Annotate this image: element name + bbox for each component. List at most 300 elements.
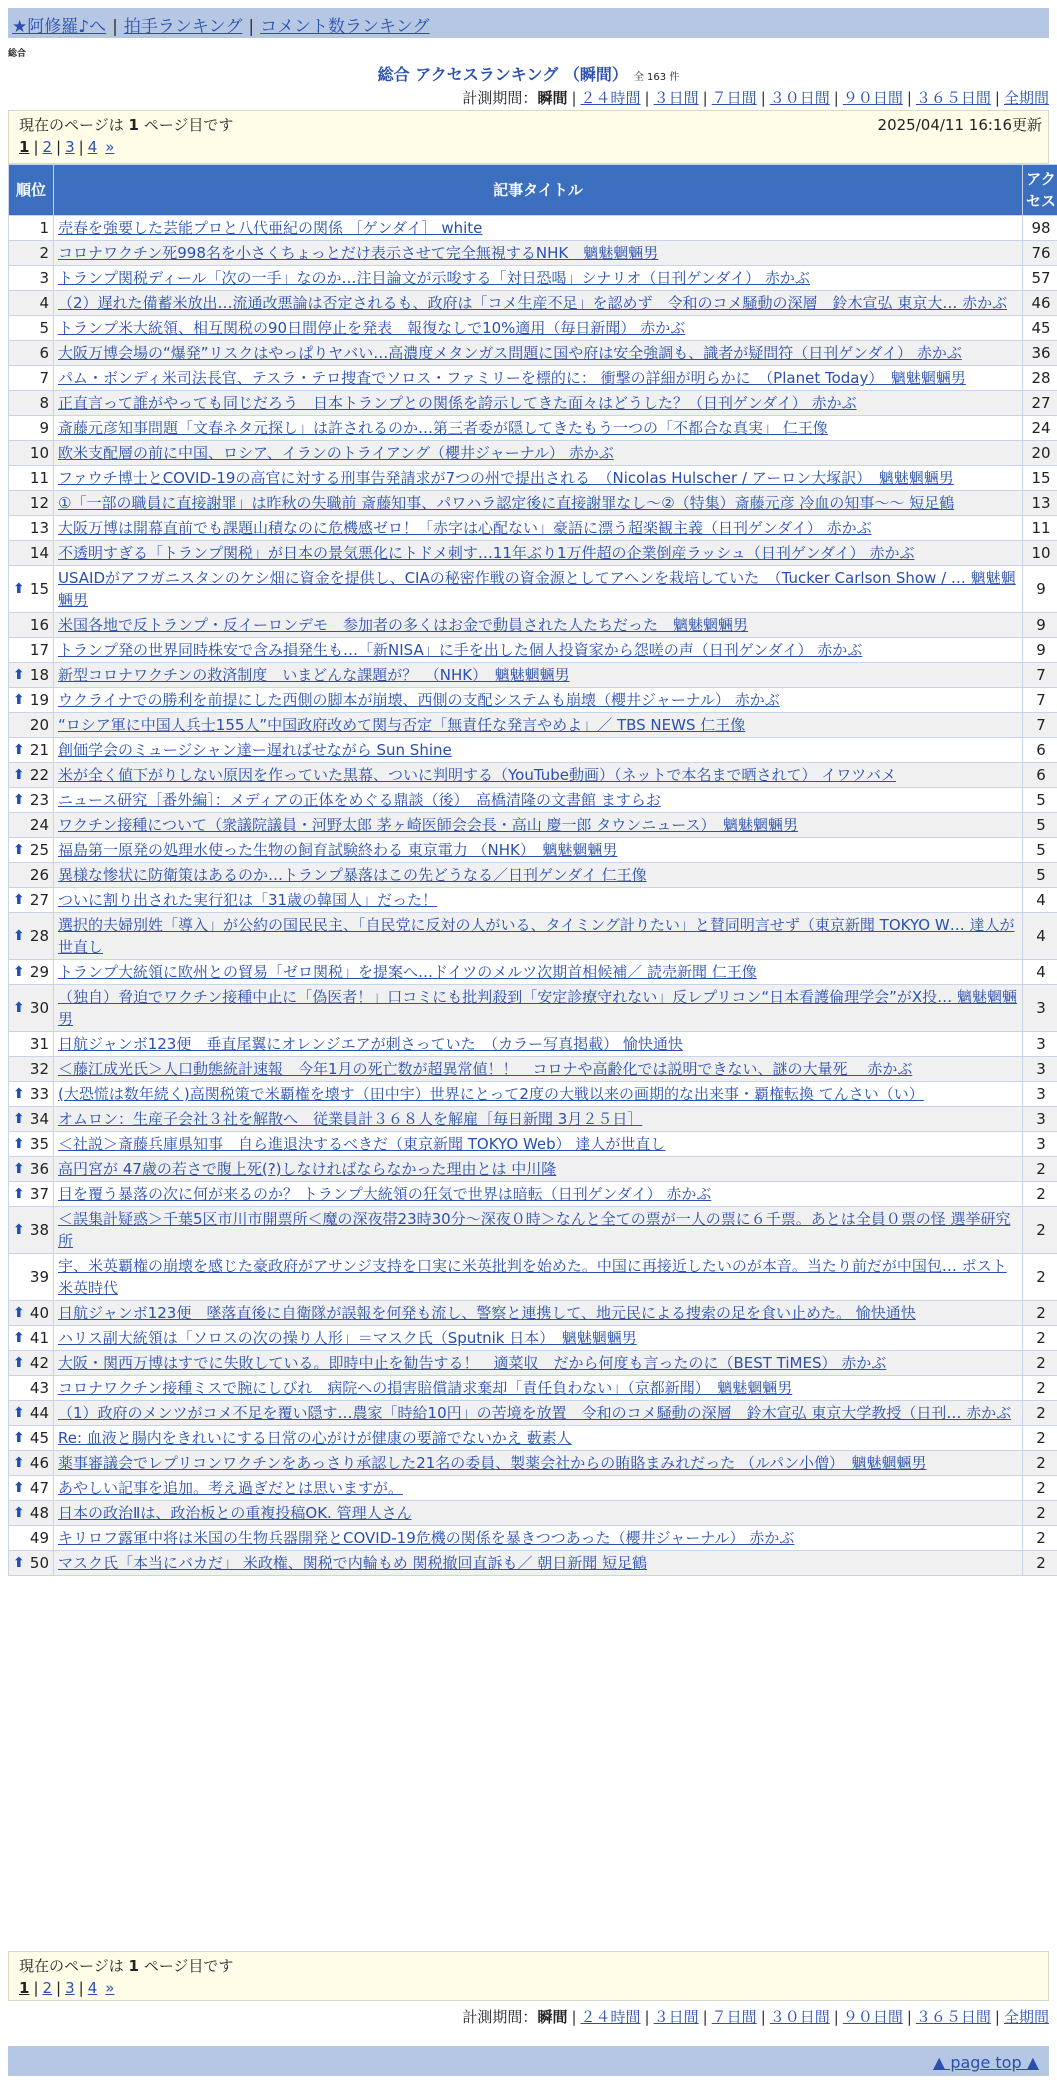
article-link[interactable]: 日航ジャンボ123便 垂直尾翼にオレンジエアが刺さっていた （カラー写真掲載） 愉快通快	[58, 1035, 683, 1053]
rank-cell	[9, 613, 54, 638]
article-link[interactable]: ①「一部の職員に直接謝罪」は昨秋の失職前 斎藤知事、パワハラ認定後に直接謝罪なし～②（特集）斎藤元彦 冷血の知事～～ 短足鶴	[58, 494, 955, 512]
article-link[interactable]: ワクチン接種について（衆議院議員・河野太郎 茅ヶ崎医師会会長・高山 慶一郎 タウンニュース） 魑魅魍魎男	[58, 816, 799, 834]
rank-cell	[9, 516, 54, 541]
access-count: 27	[1023, 391, 1057, 416]
access-count: 2	[1023, 1401, 1057, 1426]
period-link[interactable]: ３日間	[653, 2008, 699, 2026]
title-cell	[54, 1082, 1023, 1107]
table-row	[9, 341, 1057, 366]
rank-up-arrow-icon: ⬆	[13, 1480, 25, 1496]
access-count: 98	[1023, 216, 1057, 241]
access-count: 4	[1023, 913, 1057, 960]
rank-up-arrow-icon: ⬆	[13, 1161, 25, 1177]
article-link[interactable]: ＜誤集計疑惑＞千葉5区市川市開票所＜魔の深夜帯23時30分～深夜０時＞なんと全ての票が一人の票に６千票。あとは全員０票の怪 選挙研究所	[58, 1210, 1011, 1250]
period-separator: |	[906, 89, 912, 107]
page-info-box	[8, 110, 1049, 164]
table-header-row	[9, 165, 1057, 216]
article-link[interactable]: 目を覆う暴落の次に何が来るのか？ トランプ大統領の狂気で世界は暗転（日刊ゲンダイ） 赤かぶ	[58, 1185, 712, 1203]
pager-link[interactable]: 3	[65, 138, 75, 156]
rank-up-arrow-icon: ⬆	[13, 1305, 25, 1321]
article-link[interactable]: コロナワクチン死998名を小さくちょっとだけ表示させて完全無視するNHK 魑魅魍魎男	[58, 244, 659, 262]
category-label: 総合	[8, 49, 27, 59]
page-info-box-bottom	[8, 1951, 1049, 2001]
article-link[interactable]: 異様な惨状に防衛策はあるのか…トランプ暴落はこの先どうなる／日刊ゲンダイ 仁王像	[58, 866, 647, 884]
article-link[interactable]: ファウチ博士とCOVID-19の高官に対する刑事告発請求が7つの州で提出される （Nicolas Hulscher / アーロン大塚訳） 魑魅魍魎男	[58, 469, 954, 487]
title-cell	[54, 1401, 1023, 1426]
rank-cell	[9, 1501, 54, 1526]
table-row	[9, 516, 1057, 541]
article-link[interactable]: トランプ米大統領、相互関税の90日間停止を発表 報復なしで10%適用（毎日新聞） 赤かぶ	[58, 319, 686, 337]
period-link[interactable]: ３０日間	[769, 89, 830, 107]
table-row	[9, 1501, 1057, 1526]
total-count: 全 163 件	[633, 72, 680, 83]
rank-cell	[9, 838, 54, 863]
article-link[interactable]: 創価学会のミュージシャン達ー遅ればせながら Sun Shine	[58, 741, 452, 759]
table-row	[9, 613, 1057, 638]
period-link[interactable]: ３日間	[653, 89, 699, 107]
article-link[interactable]: トランプ発の世界同時株安で含み損発生も…「新NISA」に手を出した個人投資家から怨嗟の声（日刊ゲンダイ） 赤かぶ	[58, 641, 863, 659]
access-count: 13	[1023, 491, 1057, 516]
article-link[interactable]: (大恐慌は数年続く)高関税策で米覇権を壊す（田中宇）世界にとって2度の大戦以来の画期的な出来事・覇権転換 てんさい（い）	[58, 1085, 924, 1103]
article-link[interactable]: あやしい記事を追加。考え過ぎだとは思いますが。	[58, 1479, 404, 1497]
rank-number: 26	[29, 866, 49, 884]
title-cell	[54, 391, 1023, 416]
page-suffix: ページ目です	[138, 1957, 234, 1975]
rank-number: 27	[29, 891, 49, 909]
article-link[interactable]: トランプ関税ディール「次の一手」なのか…注目論文が示唆する「対日恐喝」シナリオ（日刊ゲンダイ） 赤かぶ	[58, 269, 810, 287]
title-cell	[54, 888, 1023, 913]
article-link[interactable]: コロナワクチン接種ミスで腕にしびれ 病院への損害賠償請求棄却「責任負わない」（京都新聞） 魑魅魍魎男	[58, 1379, 793, 1397]
pager-separator: |	[56, 138, 62, 156]
article-link[interactable]: 選択的夫婦別姓「導入」が公約の国民民主、「自民党に反対の人がいる、タイミング計りたい」と賛同明言せず（東京新聞 TOKYO W… 達人が世直し	[58, 916, 1015, 956]
title-cell	[54, 416, 1023, 441]
article-link[interactable]: ＜藤江成光氏＞人口動態統計速報 今年1月の死亡数が超異常値！！ コロナや高齢化では説明できない、謎の大量死 赤かぶ	[58, 1060, 913, 1078]
rank-cell	[9, 863, 54, 888]
access-count: 9	[1023, 613, 1057, 638]
rank-up-arrow-icon: ⬆	[13, 1111, 25, 1127]
article-link[interactable]: 大阪万博は開幕直前でも課題山積なのに危機感ゼロ！「赤字は心配ない」豪語に漂う超楽観主義（日刊ゲンダイ） 赤かぶ	[58, 519, 872, 537]
article-link[interactable]: 正直言って誰がやっても同じだろう 日本トランプとの関係を誇示してきた面々はどうした？（日刊ゲンダイ） 赤かぶ	[58, 394, 857, 412]
rank-number: 38	[29, 1221, 49, 1239]
article-link[interactable]: 福島第一原発の処理水使った生物の飼育試験終わる 東京電力 （NHK） 魑魅魍魎男	[58, 841, 618, 859]
article-link[interactable]: 斎藤元彦知事問題「文春ネタ元探し」は許されるのか…第三者委が隠してきたもう一つの「不都合な真実」 仁王像	[58, 419, 828, 437]
table-row	[9, 1132, 1057, 1157]
current-page-text	[19, 1955, 1038, 1976]
rank-up-arrow-icon: ⬆	[13, 581, 25, 597]
rank-number: 47	[29, 1479, 49, 1497]
pager-separator: |	[78, 1979, 84, 1997]
title-cell	[54, 566, 1023, 613]
title-cell	[54, 1254, 1023, 1301]
rank-number: 19	[29, 691, 49, 709]
title-cell	[54, 838, 1023, 863]
rank-up-arrow-icon: ⬆	[13, 1000, 25, 1016]
title-cell	[54, 516, 1023, 541]
table-row	[9, 1107, 1057, 1132]
title-cell	[54, 316, 1023, 341]
title-cell	[54, 788, 1023, 813]
article-link[interactable]: “ロシア軍に中国人兵士155人”中国政府改めて関与否定「無責任な発言やめよ」／ TBS NEWS 仁王像	[58, 716, 746, 734]
title-cell	[54, 1057, 1023, 1082]
table-row	[9, 1207, 1057, 1254]
period-separator: |	[833, 2008, 839, 2026]
rank-number: 7	[39, 369, 49, 387]
article-link[interactable]: トランプ大統領に欧州との貿易「ゼロ関税」を提案へ…ドイツのメルツ次期首相候補／ 読売新聞 仁王像	[58, 963, 757, 981]
title-cell	[54, 266, 1023, 291]
table-row	[9, 763, 1057, 788]
rank-number: 49	[29, 1529, 49, 1547]
pager-next-link[interactable]: »	[105, 1979, 115, 1997]
period-separator: |	[994, 89, 1000, 107]
rank-number: 2	[39, 244, 49, 262]
title-cell	[54, 688, 1023, 713]
rank-up-arrow-icon: ⬆	[13, 742, 25, 758]
article-link[interactable]: ハリス副大統領は「ソロスの次の操り人形」＝マスク氏（Sputnik 日本） 魑魅魍魎男	[58, 1329, 637, 1347]
article-link[interactable]: （2）遅れた備蓄米放出…流通改悪論は否定されるも、政府は「コメ生産不足」を認めず 令和のコメ騒動の深層 鈴木宣弘 東京大… 赤かぶ	[58, 294, 1008, 312]
pager-link[interactable]: 2	[42, 138, 53, 156]
rank-number: 21	[29, 741, 49, 759]
access-count: 5	[1023, 813, 1057, 838]
article-link[interactable]: ついに割り出された実行犯は「31歳の韓国人」だった！	[58, 891, 438, 909]
rank-cell	[9, 316, 54, 341]
rank-number: 25	[29, 841, 49, 859]
rank-cell	[9, 291, 54, 316]
access-count: 3	[1023, 1057, 1057, 1082]
rank-number: 3	[39, 269, 49, 287]
title-cell	[54, 1426, 1023, 1451]
table-row	[9, 1426, 1057, 1451]
table-row	[9, 838, 1057, 863]
rank-up-arrow-icon: ⬆	[13, 1405, 25, 1421]
rank-number: 18	[29, 666, 49, 684]
title-cell	[54, 1476, 1023, 1501]
rank-cell	[9, 1032, 54, 1057]
access-count: 5	[1023, 863, 1057, 888]
rank-up-arrow-icon: ⬆	[13, 892, 25, 908]
rank-number: 31	[29, 1035, 49, 1053]
rank-number: 16	[29, 616, 49, 634]
title-cell	[54, 813, 1023, 838]
rank-cell	[9, 466, 54, 491]
pager-link[interactable]: 2	[42, 1979, 53, 1997]
period-separator: |	[571, 2008, 577, 2026]
access-count: 7	[1023, 713, 1057, 738]
access-count: 3	[1023, 985, 1057, 1032]
period-label: 計測期間：	[462, 2008, 538, 2026]
rank-cell	[9, 1526, 54, 1551]
title-cell	[54, 1182, 1023, 1207]
access-count: 6	[1023, 763, 1057, 788]
table-row	[9, 1451, 1057, 1476]
title-cell	[54, 541, 1023, 566]
title-cell	[54, 366, 1023, 391]
article-link[interactable]: 日航ジャンボ123便 墜落直後に自衛隊が誤報を何発も流し、警察と連携して、地元民による捜索の足を食い止めた。 愉快通快	[58, 1304, 916, 1322]
access-header: アクセス	[1023, 165, 1057, 216]
period-link[interactable]: ２４時間	[580, 89, 641, 107]
rank-number: 9	[39, 419, 49, 437]
period-link[interactable]: 全期間	[1003, 89, 1049, 107]
access-count: 57	[1023, 266, 1057, 291]
table-row	[9, 1401, 1057, 1426]
access-count: 46	[1023, 291, 1057, 316]
article-link[interactable]: ニュース研究［番外編］：メディアの正体をめぐる鼎談（後） 高橋清隆の文書館 ますらお	[58, 791, 661, 809]
article-link[interactable]: キリロフ露軍中将は米国の生物兵器開発とCOVID-19危機の関係を暴きつつあった（櫻井ジャーナル） 赤かぶ	[58, 1529, 795, 1547]
period-link[interactable]: ３６５日間	[915, 2008, 991, 2026]
article-link[interactable]: （1）政府のメンツがコメ不足を覆い隠す…農家「時給10円」の苦境を放置 令和のコメ騒動の深層 鈴木宣弘 東京大学教授（日刊… 赤かぶ	[58, 1404, 1012, 1422]
period-link[interactable]: ２４時間	[580, 2008, 641, 2026]
rank-cell	[9, 1326, 54, 1351]
rank-number: 22	[29, 766, 49, 784]
article-link[interactable]: 欧米支配層の前に中国、ロシア、イランのトライアング（櫻井ジャーナル） 赤かぶ	[58, 444, 614, 462]
access-count: 6	[1023, 738, 1057, 763]
title-cell	[54, 291, 1023, 316]
title-cell	[54, 1301, 1023, 1326]
page-prefix: 現在のページは	[19, 116, 129, 134]
rank-cell	[9, 738, 54, 763]
pager-separator: |	[56, 1979, 62, 1997]
article-link[interactable]: 日本の政治Ⅱは、政治板との重複投稿OK. 管理人さん	[58, 1504, 412, 1522]
table-row	[9, 1551, 1057, 1576]
article-link[interactable]: 新型コロナワクチンの救済制度 いまどんな課題が？ （NHK） 魑魅魍魎男	[58, 666, 570, 684]
title-cell	[54, 863, 1023, 888]
access-count: 2	[1023, 1526, 1057, 1551]
access-count: 7	[1023, 688, 1057, 713]
table-row	[9, 888, 1057, 913]
rank-number: 50	[29, 1554, 49, 1572]
period-separator: |	[644, 89, 650, 107]
rank-number: 43	[29, 1379, 49, 1397]
rank-cell	[9, 341, 54, 366]
period-link[interactable]: ３６５日間	[915, 89, 991, 107]
table-row	[9, 391, 1057, 416]
period-link[interactable]: ７日間	[711, 89, 757, 107]
rank-up-arrow-icon: ⬆	[13, 1136, 25, 1152]
access-count: 2	[1023, 1476, 1057, 1501]
article-link[interactable]: Re: 血液と腸内をきれいにする日常の心がけが健康の要諦でないかえ 藪素人	[58, 1429, 572, 1447]
table-row	[9, 1057, 1057, 1082]
rank-number: 12	[29, 494, 49, 512]
period-link[interactable]: ７日間	[711, 2008, 757, 2026]
page-title: 総合 アクセスランキング （瞬間）	[377, 65, 628, 84]
pager-link[interactable]: 4	[87, 138, 98, 156]
rank-number: 8	[39, 394, 49, 412]
title-cell	[54, 613, 1023, 638]
article-link[interactable]: 宇、米英覇権の崩壊を感じた豪政府がアサンジ支持を口実に米英批判を始めた。中国に再接近したいのが本音。当たり前だが中国包… ポスト米英時代	[58, 1257, 1007, 1297]
article-link[interactable]: 不透明すぎる「トランプ関税」が日本の景気悪化にトドメ刺す…11年ぶり1万件超の企業倒産ラッシュ（日刊ゲンダイ） 赤かぶ	[58, 544, 915, 562]
period-link[interactable]: ３０日間	[769, 2008, 830, 2026]
table-row	[9, 1182, 1057, 1207]
rank-cell	[9, 1132, 54, 1157]
access-count: 2	[1023, 1426, 1057, 1451]
pager-next-link[interactable]: »	[105, 138, 115, 156]
rank-up-arrow-icon: ⬆	[13, 1555, 25, 1571]
title-cell	[54, 341, 1023, 366]
applause-ranking-link[interactable]: 拍手ランキング	[123, 17, 243, 37]
pager-separator: |	[33, 1979, 39, 1997]
comment-ranking-link[interactable]: コメント数ランキング	[260, 17, 430, 37]
table-row	[9, 1351, 1057, 1376]
title-cell	[54, 1207, 1023, 1254]
rank-number: 39	[29, 1268, 49, 1286]
access-count: 24	[1023, 416, 1057, 441]
article-link[interactable]: パム・ボンディ米司法長官、テスラ・テロ捜査でソロス・ファミリーを標的に： 衝撃の詳細が明らかに （Planet Today） 魑魅魍魎男	[58, 369, 966, 387]
rank-up-arrow-icon: ⬆	[13, 767, 25, 783]
table-row	[9, 366, 1057, 391]
access-count: 20	[1023, 441, 1057, 466]
table-row	[9, 638, 1057, 663]
rank-up-arrow-icon: ⬆	[13, 1355, 25, 1371]
rank-cell	[9, 366, 54, 391]
rank-cell	[9, 888, 54, 913]
title-cell	[54, 1132, 1023, 1157]
pager-link[interactable]: 4	[87, 1979, 98, 1997]
pager-current: 1	[19, 1979, 30, 1997]
table-row	[9, 1157, 1057, 1182]
rank-number: 10	[29, 444, 49, 462]
access-count: 2	[1023, 1451, 1057, 1476]
table-row	[9, 960, 1057, 985]
pager-separator: |	[78, 138, 84, 156]
rank-cell	[9, 688, 54, 713]
table-row	[9, 1326, 1057, 1351]
page-number: 1	[128, 116, 139, 134]
rank-cell	[9, 566, 54, 613]
page-top-link[interactable]: ▲ page top ▲	[932, 2053, 1039, 2072]
update-timestamp: 2025/04/11 16:16更新	[877, 116, 1042, 134]
period-current: 瞬間	[537, 2008, 568, 2026]
table-row	[9, 738, 1057, 763]
rank-number: 44	[29, 1404, 49, 1422]
rank-cell	[9, 788, 54, 813]
period-separator: |	[702, 2008, 708, 2026]
article-link[interactable]: 大阪万博会場の“爆発”リスクはやっぱりヤバい…高濃度メタンガス問題に国や府は安全強調も、識者が疑問符（日刊ゲンダイ） 赤かぶ	[58, 344, 962, 362]
period-separator: |	[906, 2008, 912, 2026]
rank-cell	[9, 913, 54, 960]
title-cell	[54, 1107, 1023, 1132]
title-cell	[54, 1032, 1023, 1057]
article-link[interactable]: マスク氏「本当にバカだ」 米政権、関税で内輪もめ 関税撤回直訴も／ 朝日新聞 短足鶴	[58, 1554, 648, 1572]
title-cell	[54, 491, 1023, 516]
rank-cell	[9, 1376, 54, 1401]
table-row	[9, 985, 1057, 1032]
rank-number: 6	[39, 344, 49, 362]
table-row	[9, 266, 1057, 291]
rank-header: 順位	[9, 165, 54, 216]
rank-number: 14	[29, 544, 49, 562]
rank-number: 40	[29, 1304, 49, 1322]
table-row	[9, 441, 1057, 466]
rank-cell	[9, 1082, 54, 1107]
rank-cell	[9, 663, 54, 688]
ranking-table	[8, 164, 1057, 1576]
access-count: 2	[1023, 1254, 1057, 1301]
access-count: 4	[1023, 888, 1057, 913]
rank-up-arrow-icon: ⬆	[13, 1505, 25, 1521]
rank-number: 29	[29, 963, 49, 981]
table-row	[9, 1032, 1057, 1057]
table-row	[9, 863, 1057, 888]
title-cell	[54, 985, 1023, 1032]
period-link[interactable]: ９０日間	[842, 89, 903, 107]
table-row	[9, 416, 1057, 441]
rank-up-arrow-icon: ⬆	[13, 1086, 25, 1102]
table-row	[9, 491, 1057, 516]
title-cell	[54, 1526, 1023, 1551]
rank-cell	[9, 1426, 54, 1451]
period-selector-bottom	[462, 2006, 1049, 2027]
article-link[interactable]: USAIDがアフガニスタンのケシ畑に資金を提供し、CIAの秘密作戦の資金源としてアヘンを栽培していた （Tucker Carlson Show / … 魑魅魍魎男	[58, 569, 1016, 609]
rank-number: 36	[29, 1160, 49, 1178]
rank-number: 35	[29, 1135, 49, 1153]
rank-cell	[9, 216, 54, 241]
period-link[interactable]: ９０日間	[842, 2008, 903, 2026]
period-link[interactable]: 全期間	[1003, 2008, 1049, 2026]
table-row	[9, 1301, 1057, 1326]
article-link[interactable]: 高円宮が 47歳の若さで腹上死(?)しなければならなかった理由とは 中川隆	[58, 1160, 557, 1178]
article-link[interactable]: 大阪・関西万博はすでに失敗している。即時中止を勧告する！ 適菜収 だから何度も言ったのに（BEST TiMES） 赤かぶ	[58, 1354, 887, 1372]
pager-link[interactable]: 3	[65, 1979, 75, 1997]
rank-cell	[9, 1057, 54, 1082]
rank-number: 33	[29, 1085, 49, 1103]
title-cell	[54, 1501, 1023, 1526]
article-link[interactable]: ＜社説＞斎藤兵庫県知事 自ら進退決するべきだ（東京新聞 TOKYO Web） 達人が世直し	[58, 1135, 666, 1153]
rank-up-arrow-icon: ⬆	[13, 667, 25, 683]
nav-separator: |	[248, 17, 255, 37]
period-current: 瞬間	[537, 89, 568, 107]
period-label: 計測期間：	[462, 89, 538, 107]
article-link[interactable]: 米が全く値下がりしない原因を作っていた黒幕、ついに判明する（YouTube動画）（ネットで本名まで晒されて） イワツバメ	[58, 766, 896, 784]
rank-up-arrow-icon: ⬆	[13, 792, 25, 808]
period-separator: |	[571, 89, 577, 107]
rank-number: 30	[29, 999, 49, 1017]
article-link[interactable]: 米国各地で反トランプ・反イーロンデモ 参加者の多くはお金で動員された人たちだった 魑魅魍魎男	[58, 616, 749, 634]
page-suffix: ページ目です	[138, 116, 234, 134]
table-row	[9, 788, 1057, 813]
rank-cell	[9, 1157, 54, 1182]
article-link[interactable]: オムロン：生産子会社３社を解散へ 従業員計３６８人を解雇［毎日新聞 3月２５日］	[58, 1110, 643, 1128]
top-nav-bar	[8, 8, 1049, 38]
access-count: 28	[1023, 366, 1057, 391]
title-cell	[54, 713, 1023, 738]
rank-cell	[9, 638, 54, 663]
rank-number: 20	[29, 716, 49, 734]
table-row	[9, 566, 1057, 613]
rank-cell	[9, 391, 54, 416]
article-link[interactable]: （独自）脅迫でワクチン接種中止に「偽医者！」口コミにも批判殺到「安定診療守れない」反レプリコン“日本看護倫理学会”がX投… 魑魅魍魎男	[58, 988, 1017, 1028]
table-row	[9, 291, 1057, 316]
ranking-heading	[0, 62, 1057, 85]
table-row	[9, 216, 1057, 241]
period-separator: |	[702, 89, 708, 107]
table-row	[9, 1526, 1057, 1551]
rank-cell	[9, 1451, 54, 1476]
access-count: 2	[1023, 1501, 1057, 1526]
rank-up-arrow-icon: ⬆	[13, 1430, 25, 1446]
article-link[interactable]: 薬事審議会でレプリコンワクチンをあっさり承認した21名の委員、製薬会社からの賄賂まみれだった （ルパン小僧） 魑魅魍魎男	[58, 1454, 927, 1472]
title-cell	[54, 738, 1023, 763]
home-link[interactable]: ★阿修羅♪へ	[12, 17, 107, 37]
rank-cell	[9, 1182, 54, 1207]
rank-number: 17	[29, 641, 49, 659]
access-count: 4	[1023, 960, 1057, 985]
rank-cell	[9, 441, 54, 466]
rank-cell	[9, 1476, 54, 1501]
article-link[interactable]: 売春を強要した芸能プロと八代亜紀の関係 ［ゲンダイ］ white	[58, 219, 483, 237]
article-link[interactable]: ウクライナでの勝利を前提にした西側の脚本が崩壊、西側の支配システムも崩壊（櫻井ジャーナル） 赤かぶ	[58, 691, 780, 709]
rank-number: 15	[29, 580, 49, 598]
title-cell	[54, 1376, 1023, 1401]
rank-cell	[9, 1301, 54, 1326]
